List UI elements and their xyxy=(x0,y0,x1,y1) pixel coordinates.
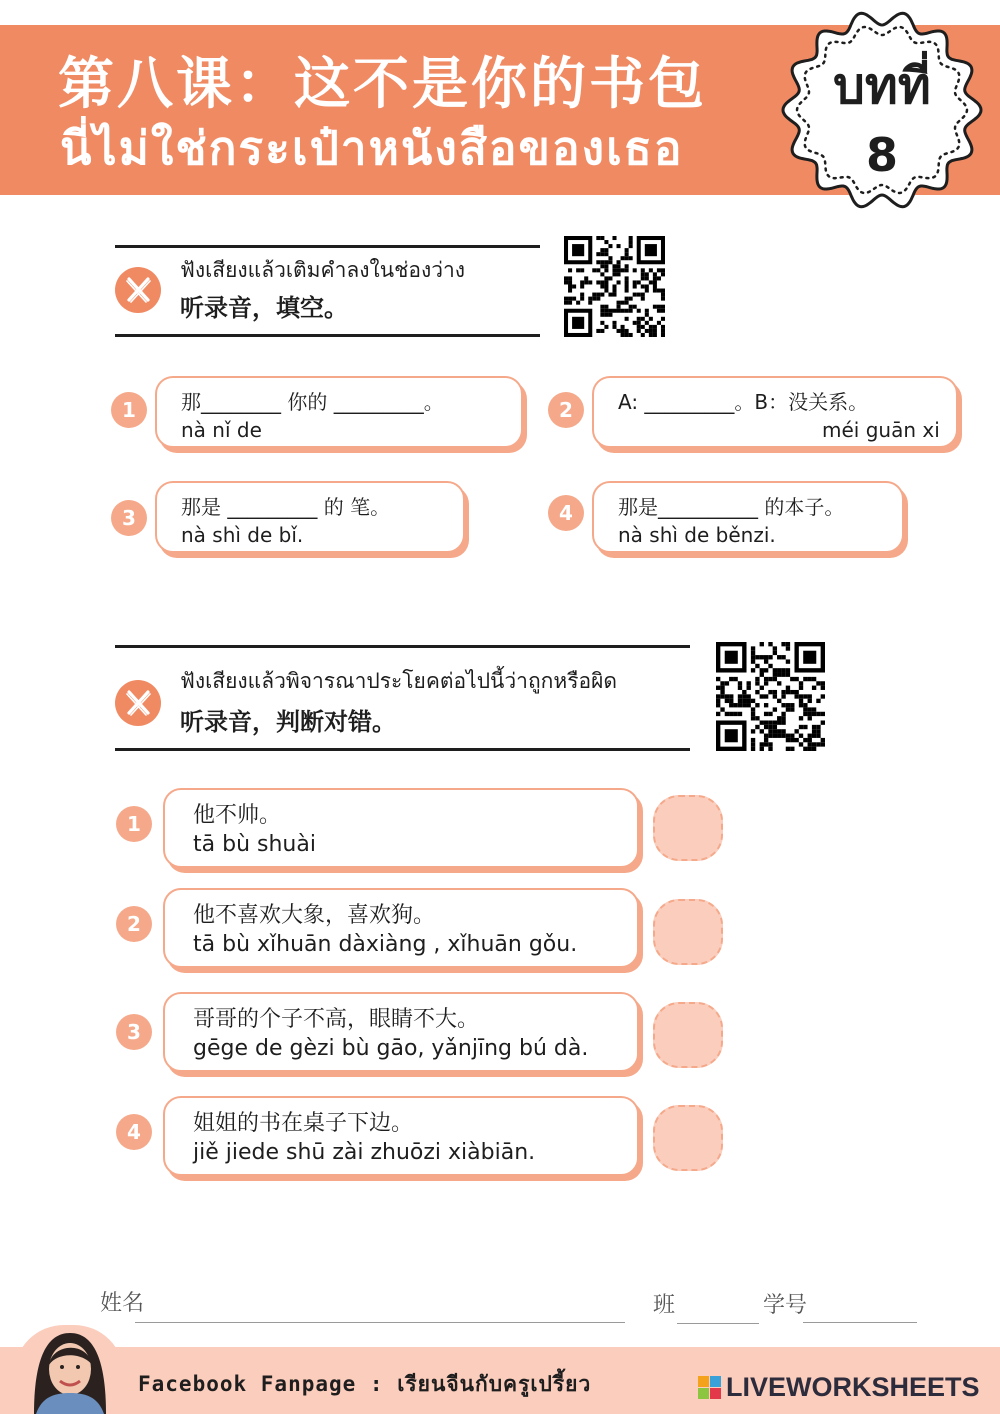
item-number-badge: 2 xyxy=(548,392,584,428)
sentence-pinyin: jiě jiede shū zài zhuōzi xiàbiān. xyxy=(193,1140,536,1165)
sentence-chinese: 那________ 你的 _________。 xyxy=(181,390,444,414)
student-id-label: 学号 xyxy=(763,1293,808,1318)
section1-instruction-thai: ฟังเสียงแล้วเติมคำลงในช่องว่าง xyxy=(180,258,466,282)
fill-blank-card[interactable] xyxy=(155,376,523,448)
item-number-badge: 3 xyxy=(116,1014,152,1050)
sentence-chinese: A: _________。B：没关系。 xyxy=(618,390,869,414)
lesson-title-thai: นี่ไม่ใช่กระเป๋าหนังสือของเธอ xyxy=(60,121,684,175)
item-number-badge: 4 xyxy=(116,1114,152,1150)
x-circle-icon xyxy=(115,680,161,726)
true-false-card xyxy=(163,788,639,868)
fill-blank-card[interactable] xyxy=(155,481,465,553)
sentence-pinyin: méi guān xi xyxy=(822,418,940,442)
answer-box[interactable] xyxy=(653,795,723,861)
true-false-card xyxy=(163,1096,639,1176)
student-id-field[interactable] xyxy=(803,1322,917,1323)
sentence-pinyin: nà shì de běnzi. xyxy=(618,523,776,547)
x-circle-icon xyxy=(115,267,161,313)
facebook-fanpage-text: Facebook Fanpage : เรียนจีนกับครูเปรี้ยว xyxy=(138,1372,592,1396)
sentence-chinese: 哥哥的个子不高，眼睛不大。 xyxy=(193,1007,480,1032)
answer-box[interactable] xyxy=(653,1105,723,1171)
answer-box[interactable] xyxy=(653,1002,723,1068)
section2-instruction-chinese: 听录音，判断对错。 xyxy=(180,708,396,736)
sentence-pinyin: gēge de gèzi bù gāo, yǎnjīng bú dà. xyxy=(193,1036,589,1061)
lesson-badge xyxy=(778,6,986,214)
section1-top-rule xyxy=(115,245,540,248)
answer-box[interactable] xyxy=(653,899,723,965)
item-number-badge: 2 xyxy=(116,906,152,942)
item-number-badge: 1 xyxy=(116,806,152,842)
section1-bottom-rule xyxy=(115,334,540,337)
sentence-chinese: 他不喜欢大象，喜欢狗。 xyxy=(193,903,436,928)
sentence-chinese: 那是__________ 的本子。 xyxy=(618,495,845,519)
item-number-badge: 4 xyxy=(548,495,584,531)
badge-number: 8 xyxy=(865,128,898,182)
true-false-card xyxy=(163,888,639,968)
sentence-pinyin: tā bù xǐhuān dàxiàng , xǐhuān gǒu. xyxy=(193,932,578,957)
qr-code-icon[interactable] xyxy=(564,236,665,337)
item-number-badge: 3 xyxy=(111,500,147,536)
qr-code-icon[interactable] xyxy=(716,642,825,751)
section1-instruction-chinese: 听录音，填空。 xyxy=(180,294,348,322)
name-label: 姓名 xyxy=(100,1291,145,1316)
section2-instruction-thai: ฟังเสียงแล้วพิจารณาประโยคต่อไปนี้ว่าถูกหรือผิด xyxy=(180,669,618,693)
class-label: 班 xyxy=(653,1293,676,1318)
section2-bottom-rule xyxy=(115,748,690,751)
fill-blank-card[interactable] xyxy=(592,481,904,553)
liveworksheets-brand: LIVEWORKSHEETS xyxy=(726,1372,980,1402)
liveworksheets-logo-icon xyxy=(698,1376,722,1400)
section2-top-rule xyxy=(115,645,690,648)
sentence-chinese: 那是 _________ 的 笔。 xyxy=(181,495,391,519)
true-false-card xyxy=(163,992,639,1072)
sentence-chinese: 他不帅。 xyxy=(193,803,282,828)
sentence-pinyin: nà nǐ de xyxy=(181,418,262,442)
class-field[interactable] xyxy=(677,1323,759,1324)
sentence-pinyin: tā bù shuài xyxy=(193,832,316,857)
item-number-badge: 1 xyxy=(111,392,147,428)
badge-label: บทที่ xyxy=(833,57,931,115)
lesson-title-chinese: 第八课：这不是你的书包 xyxy=(58,52,707,117)
liveworksheets-logo xyxy=(698,1372,994,1404)
fill-blank-card[interactable] xyxy=(592,376,958,448)
sentence-pinyin: nà shì de bǐ. xyxy=(181,523,304,547)
name-field[interactable] xyxy=(135,1322,625,1323)
teacher-avatar xyxy=(14,1325,124,1414)
sentence-chinese: 姐姐的书在桌子下边。 xyxy=(193,1111,414,1136)
